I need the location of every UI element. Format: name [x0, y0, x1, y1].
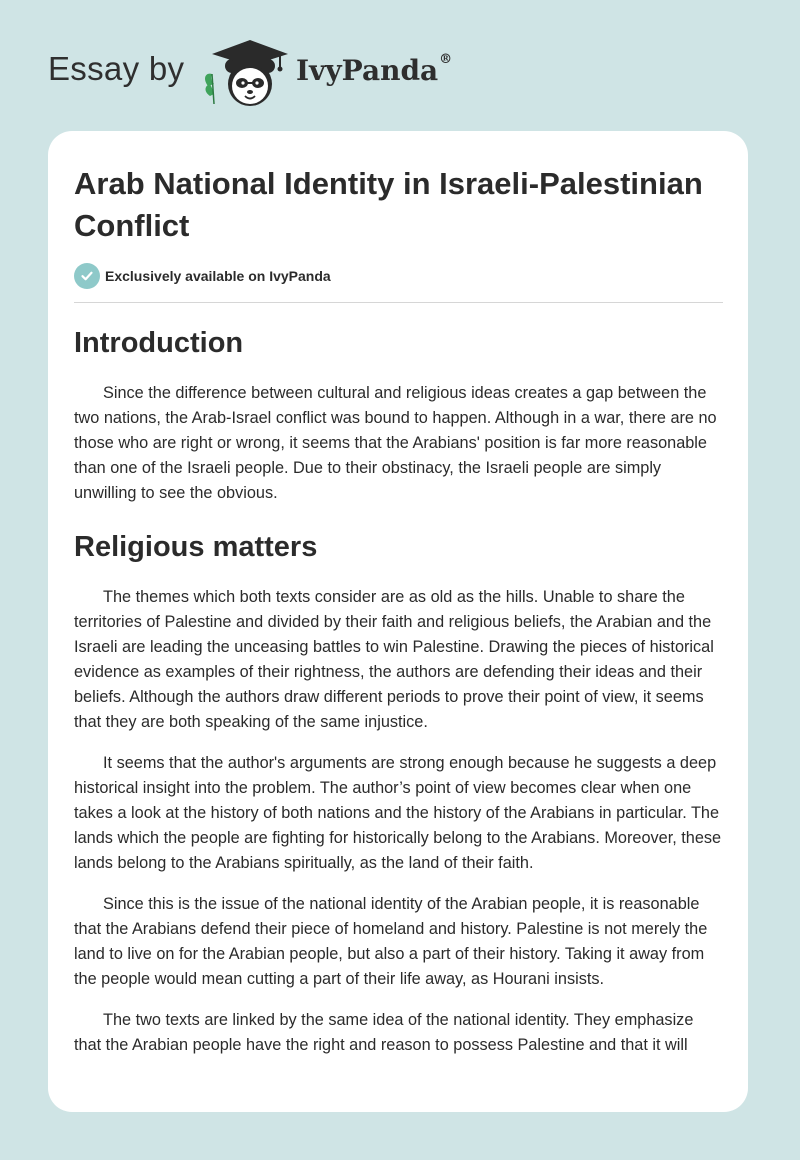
- registered-mark: ®: [439, 52, 453, 67]
- essay-by-label: Essay by: [48, 50, 185, 87]
- exclusive-badge: [74, 262, 331, 290]
- essay-body: [74, 320, 723, 1074]
- brand-name[interactable]: IvyPanda®: [296, 52, 453, 87]
- paragraph: Since the difference between cultural and religious ideas creates a gap between the two nations, the Arab-Israel conflict was bound to happen. Although in a war, there are no those who are right or wrong, it seems that the Arabians' position is far more reasonable than one of the Israeli people. Due to their obstinacy, the Israeli people are simply unwilling to see the obvious.: [74, 384, 717, 502]
- title-divider: [74, 302, 723, 303]
- essay-title: Arab National Identity in Israeli-Palestinian Conflict: [74, 166, 703, 243]
- site-header: [48, 34, 488, 114]
- exclusive-badge-text: Exclusively available on IvyPanda: [105, 268, 331, 284]
- section-heading-introduction: Introduction: [74, 327, 244, 359]
- paragraph: The two texts are linked by the same idea of the national identity. They emphasize that the Arabian people have the right and reason to possess Palestine and that it will: [74, 1011, 694, 1054]
- paragraph: It seems that the author's arguments are strong enough because he suggests a deep historical insight into the problem. The author’s point of view becomes clear when one takes a look at the history of both nations and the history of the Arabians in particular. The lands which the people are fighting for historically belong to the Arabians. Moreover, these lands belong to the Arabians spiritually, as the land of their faith.: [74, 754, 722, 872]
- paragraph: The themes which both texts consider are as old as the hills. Unable to share the territories of Palestine and divided by their faith and religious beliefs, the Arabian and the Israeli are leading the unceasing battles to win Palestine. Drawing the pieces of historical evidence as examples of their rightness, the authors are defending their ideas and their beliefs. Although the authors draw different periods to prove their point of view, it seems that they are both speaking of the same injustice.: [74, 588, 714, 731]
- paragraph: Since this is the issue of the national identity of the Arabian people, it is reasonable that the Arabians defend their piece of homeland and history. Palestine is not merely the land to live on for the Arabian people, but also a part of their history. Taking it away from the people would mean cutting a part of their life away, as Hourani insists.: [74, 895, 708, 988]
- section-heading-religious-matters: Religious matters: [74, 531, 318, 563]
- panda-graduate-icon[interactable]: [200, 34, 292, 110]
- essay-card: [48, 131, 748, 1112]
- checkmark-icon: [74, 263, 100, 289]
